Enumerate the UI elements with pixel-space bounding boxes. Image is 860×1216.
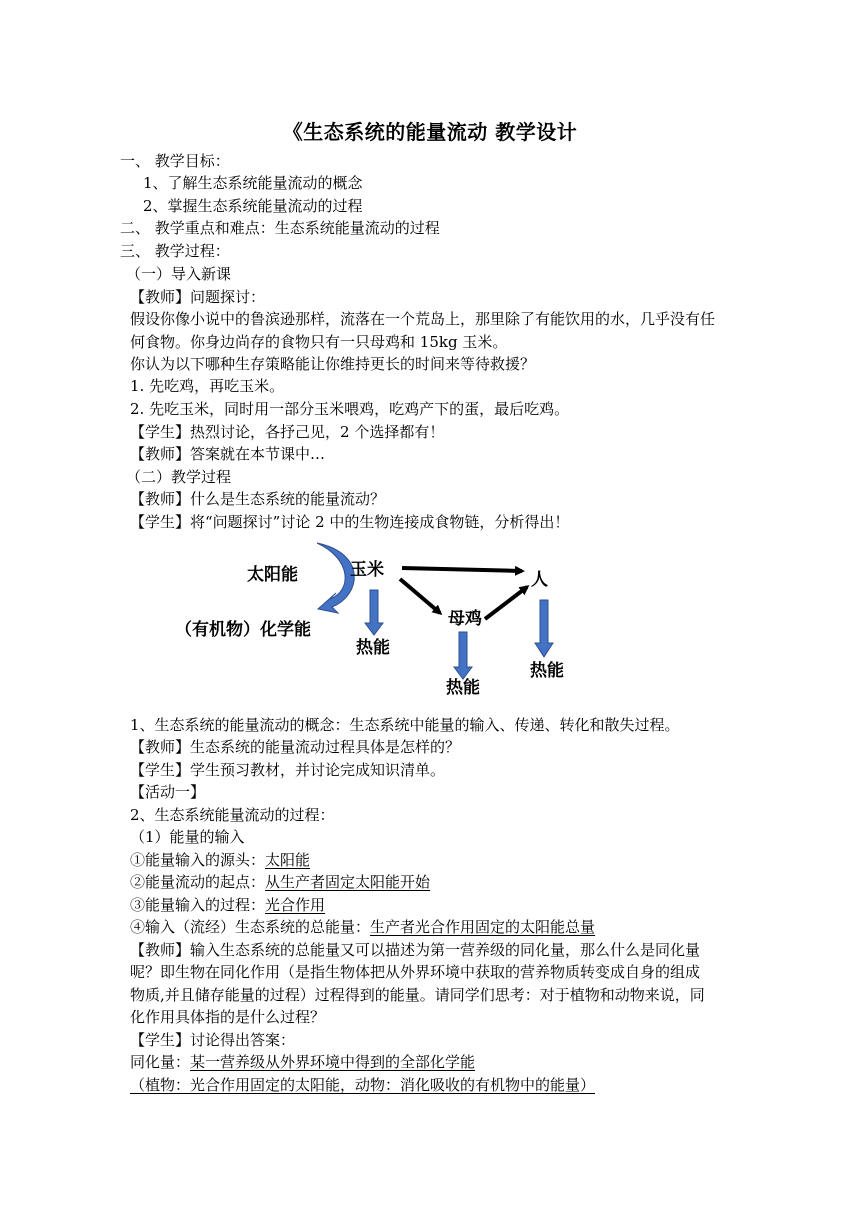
qa-line xyxy=(130,871,430,893)
text-line: 【活动一】 xyxy=(130,783,206,801)
qa-answer: 太阳能 xyxy=(265,851,311,869)
qa-line xyxy=(130,894,325,916)
definition-answer: 某一营养级从外界环境中得到的全部化学能 xyxy=(190,1053,476,1071)
text-line: 1、了解生态系统能量流动的概念 xyxy=(143,174,363,192)
text-line: 【学生】热烈讨论，各抒己见，2 个选择都有！ xyxy=(130,423,445,441)
qa-answer: 从生产者固定太阳能开始 xyxy=(265,873,431,891)
definition-note xyxy=(130,1074,595,1096)
text-line: 【学生】学生预习教材，并讨论完成知识清单。 xyxy=(130,761,446,779)
text-line: （1）能量的输入 xyxy=(130,828,245,846)
energy-flow-diagram xyxy=(0,535,860,710)
text-line: 你认为以下哪种生存策略能让你维持更长的时间来等待救援？ xyxy=(130,355,536,373)
text-line: 2、生态系统能量流动的过程： xyxy=(130,806,335,824)
text-line: （二）教学过程 xyxy=(126,468,232,486)
qa-prefix: ②能量流动的起点： xyxy=(130,873,266,891)
text-line: 【教师】生态系统的能量流动过程具体是怎样的？ xyxy=(130,738,461,756)
section-heading: 三、 教学过程： xyxy=(120,242,230,260)
page-title: 《生态系统的能量流动 教学设计 xyxy=(282,120,578,144)
qa-prefix: ①能量输入的源头： xyxy=(130,851,266,869)
text-line: 【学生】讨论得出答案： xyxy=(130,1031,296,1049)
qa-prefix: ③能量输入的过程： xyxy=(130,896,266,914)
down-arrow-icon xyxy=(365,590,553,679)
section-heading: 二、 教学重点和难点：生态系统能量流动的过程 xyxy=(120,219,440,237)
qa-answer: 光合作用 xyxy=(265,896,326,914)
definition-prefix: 同化量： xyxy=(130,1053,191,1071)
text-line: 何食物。你身边尚存的食物只有一只母鸡和 15kg 玉米。 xyxy=(130,333,508,351)
arrow-hen-to-human xyxy=(485,587,527,619)
text-line: 2. 先吃玉米，同时用一部分玉米喂鸡，吃鸡产下的蛋，最后吃鸡。 xyxy=(130,400,570,418)
heat-label-human: 热能 xyxy=(530,661,564,681)
text-line: 1、生态系统的能量流动的概念：生态系统中能量的输入、传递、转化和散失过程。 xyxy=(130,716,680,734)
sun-energy-label: 太阳能 xyxy=(247,565,298,585)
text-line: 1. 先吃鸡，再吃玉米。 xyxy=(130,377,285,395)
text-line: 【教师】问题探讨： xyxy=(130,288,266,306)
text-line: 物质,并且储存能量的过程）过程得到的能量。请同学们思考：对于植物和动物来说，同 xyxy=(130,986,705,1004)
text-line: 化作用具体指的是什么过程？ xyxy=(130,1008,326,1026)
chemical-energy-label: （有机物）化学能 xyxy=(175,620,311,640)
definition-note-text: （植物：光合作用固定的太阳能，动物：消化吸收的有机物中的能量） xyxy=(130,1076,596,1094)
qa-line xyxy=(130,916,595,938)
arrow-corn-to-human xyxy=(402,568,522,571)
text-line: 假设你像小说中的鲁滨逊那样，流落在一个荒岛上，那里除了有能饮用的水，几乎没有任 xyxy=(130,310,716,328)
definition-line xyxy=(130,1051,475,1073)
text-line: 【教师】输入生态系统的总能量又可以描述为第一营养级的同化量，那么什么是同化量 xyxy=(130,941,701,959)
section-heading: 一、 教学目标： xyxy=(120,152,230,170)
text-line: 2、掌握生态系统能量流动的过程 xyxy=(143,197,363,215)
qa-line xyxy=(130,849,310,871)
hen-label: 母鸡 xyxy=(448,609,482,629)
heat-label-corn: 热能 xyxy=(356,638,390,658)
curved-arrow-icon xyxy=(317,543,354,613)
arrow-corn-to-hen xyxy=(400,579,440,613)
text-line: （一）导入新课 xyxy=(126,265,232,283)
qa-answer: 生产者光合作用固定的太阳能总量 xyxy=(370,918,596,936)
text-line: 【教师】答案就在本节课中… xyxy=(130,445,326,463)
qa-prefix: ④输入（流经）生态系统的总能量： xyxy=(130,918,371,936)
corn-label: 玉米 xyxy=(350,560,384,580)
human-label: 人 xyxy=(531,570,548,590)
heat-label-hen: 热能 xyxy=(446,678,480,698)
text-line: 【学生】将“问题探讨”讨论 2 中的生物连接成食物链，分析得出！ xyxy=(130,513,570,531)
text-line: 呢？即生物在同化作用（是指生物体把从外界环境中获取的营养物质转变成自身的组成 xyxy=(130,963,701,981)
text-line: 【教师】什么是生态系统的能量流动？ xyxy=(130,490,386,508)
